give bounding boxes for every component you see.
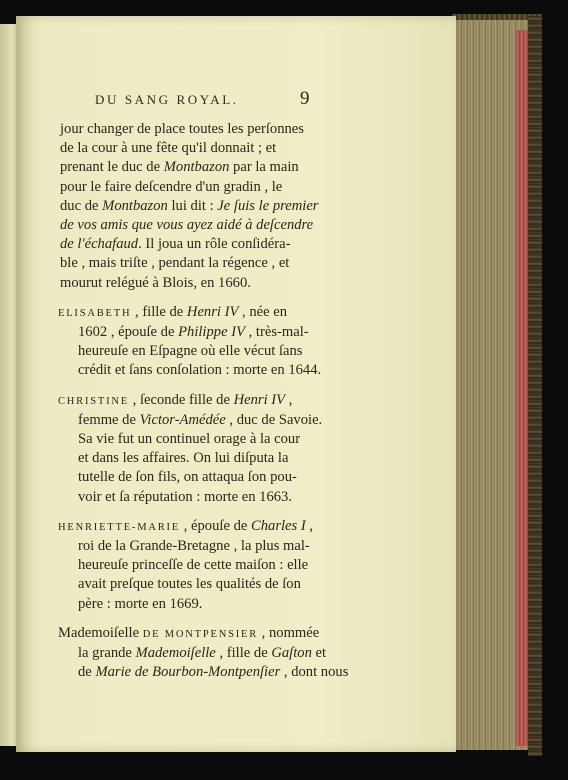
text-line: [60, 323, 330, 342]
italic-text: Philippe IV: [178, 324, 245, 341]
italic-text: Montbazon: [102, 197, 168, 214]
text-line: [60, 361, 330, 380]
italic-text: Mademoiſelle: [135, 645, 216, 662]
text-run: jour changer de place toutes les perſonnes: [60, 121, 304, 137]
text-line: [60, 595, 330, 614]
text-run: , fille de: [215, 645, 272, 662]
text-run: mourut relégué à Blois, en 1660.: [60, 274, 251, 291]
text-line: [60, 158, 330, 177]
text-run: , fille de: [131, 303, 187, 320]
text-line: [60, 197, 330, 216]
text-line: [58, 391, 330, 411]
italic-text: Montbazon: [163, 159, 230, 176]
paragraph-montpensier: [58, 624, 349, 683]
italic-text: Henri IV: [186, 303, 239, 320]
text-line: [60, 663, 349, 682]
italic-text: Gaſton: [271, 645, 312, 662]
text-run: crédit et ſans conſolation : morte en 1644.: [78, 362, 322, 379]
paragraph-elisabeth: [60, 303, 330, 381]
paragraph-continuation: [60, 120, 330, 293]
text-line: [60, 556, 330, 575]
italic-text: de l'échafaud: [60, 236, 139, 253]
text-run: par la main: [229, 159, 299, 176]
text-run: de la cour à une fête qu'il donnait ; et: [60, 140, 277, 157]
text-line: [60, 449, 330, 468]
text-line: [60, 468, 330, 487]
text-run: duc de: [60, 197, 103, 214]
text-run: heureuſe en Eſpagne où elle vécut ſans: [78, 343, 303, 360]
text-run: heureuſe princeſſe de cette maiſon : elle: [78, 557, 309, 574]
text-run: et: [311, 645, 327, 662]
text-run: femme de: [78, 411, 140, 428]
text-run: ,: [285, 391, 293, 408]
text-line: [60, 120, 330, 139]
text-run: pour le faire deſcendre d'un gradin , le: [60, 178, 283, 195]
text-line: [60, 411, 330, 430]
text-run: Mademoiſelle: [58, 624, 143, 641]
text-run: Sa vie fut un continuel orage à la cour: [78, 431, 301, 448]
text-run: , née en: [238, 303, 288, 320]
text-run: , nommée: [258, 624, 320, 641]
text-run: lui dit :: [167, 197, 218, 214]
text-run: 1602 , épouſe de: [78, 324, 179, 341]
text-line: [60, 235, 330, 254]
text-line: [60, 178, 330, 197]
italic-text: Je ſuis le premier: [217, 197, 319, 214]
body-text: [58, 120, 349, 692]
entry-name: DE MONTPENSIER: [142, 628, 259, 640]
text-run: ,: [305, 517, 314, 534]
text-line: [58, 624, 330, 644]
italic-text: de vos amis que vous ayez aidé à deſcendre: [60, 217, 314, 234]
text-run: , très-mal-: [244, 324, 309, 341]
text-run: avait preſque toutes les qualités de ſon: [78, 576, 301, 593]
text-run: prenant le duc de: [60, 159, 164, 176]
running-title: DU SANG ROYAL.: [95, 92, 239, 107]
paragraph-henriette-marie: [60, 517, 330, 614]
text-line: [58, 303, 330, 323]
text-line: [60, 254, 330, 273]
text-run: , ſeconde fille de: [129, 391, 234, 408]
text-line: [60, 216, 330, 235]
text-run: , dont nous: [280, 664, 349, 681]
text-run: . Il joua un rôle conſidéra-: [138, 236, 291, 253]
text-run: de: [78, 664, 96, 681]
italic-text: Victor-Amédée: [139, 411, 226, 428]
text-run: père : morte en 1669.: [78, 595, 203, 612]
page-number: 9: [300, 88, 310, 109]
text-run: , duc de Savoie.: [225, 411, 323, 428]
text-line: [60, 488, 330, 507]
italic-text: Henri IV: [233, 391, 286, 408]
text-line: [60, 430, 330, 449]
text-line: [60, 139, 330, 158]
text-line: [60, 342, 330, 361]
entry-name: CHRISTINE: [58, 395, 130, 407]
italic-text: Charles I: [251, 517, 306, 534]
text-line: [60, 537, 330, 556]
text-run: la grande: [78, 645, 136, 662]
text-line: [60, 644, 330, 663]
text-line: [58, 517, 330, 537]
text-run: roi de la Grande-Bretagne , la plus mal-: [78, 538, 310, 555]
text-run: , épouſe de: [180, 517, 251, 534]
entry-name: ELISABETH: [58, 307, 132, 319]
italic-text: Marie de Bourbon-Montpenſier: [95, 664, 281, 681]
text-line: [60, 575, 330, 594]
entry-name: HENRIETTE-MARIE: [58, 521, 181, 533]
text-run: et dans les affaires. On lui diſputa la: [78, 450, 289, 467]
text-run: voir et ſa réputation : morte en 1663.: [78, 488, 292, 505]
book-cover-edge: [528, 16, 542, 756]
paragraph-christine: [60, 391, 330, 507]
text-run: ble , mais triſte , pendant la régence , et: [60, 255, 290, 272]
text-run: tutelle de ſon fils, on attaqua ſon pou-: [78, 469, 297, 486]
text-line: [60, 274, 330, 293]
